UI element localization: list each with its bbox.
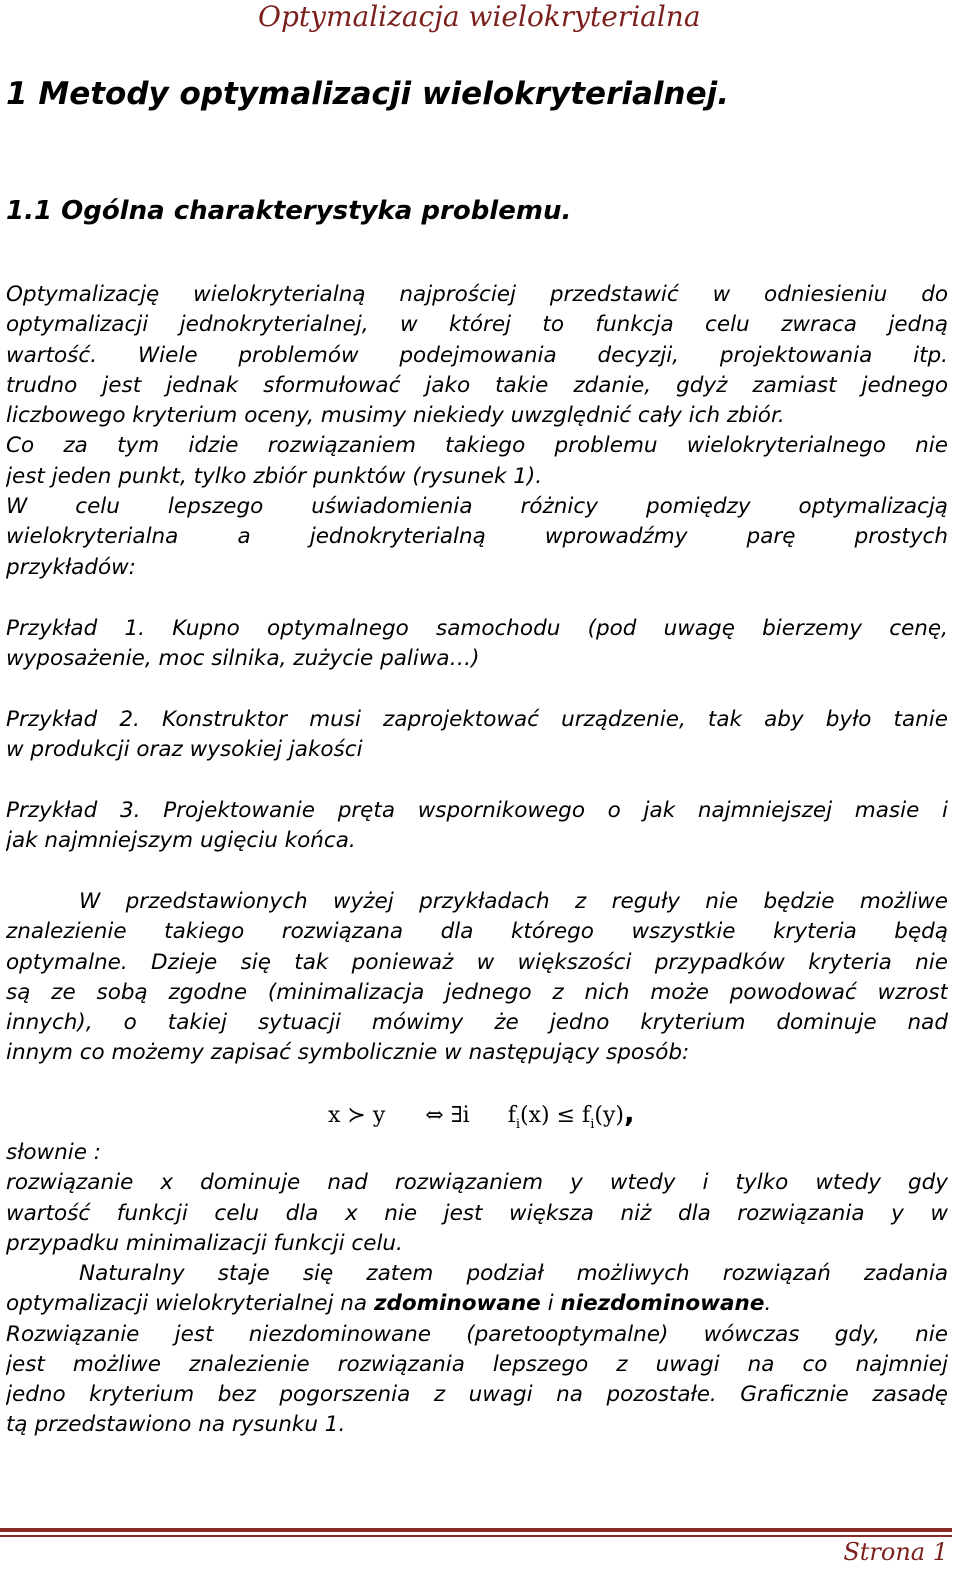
text-fragment: optymalizacji wielokryterialnej na [6,1291,374,1317]
text-line: optymalne. Dzieje się tak ponieważ w większości przypadków kryteria nie [6,949,948,975]
text-line: Przykład 1. Kupno optymalnego samochodu (pod uwagę bierzemy cenę, [6,616,948,641]
text-line: liczbowego kryterium oceny, musimy niekiedy uwzględnić cały ich zbiór. [6,403,785,429]
formula-f2: f [582,1103,591,1128]
text-line: rozwiązanie x dominuje nad rozwiązaniem y wtedy i tylko wtedy gdy [6,1170,948,1196]
text-line [6,1289,948,1319]
text-line: W przedstawionych wyżej przykładach z reguły nie będzie możliwe [79,889,948,914]
verbal-paragraph [6,1138,948,1259]
text-line: innym co możemy zapisać symbolicznie w następujący sposób: [6,1040,690,1066]
text-line: optymalizacji jednokryterialnej, w której to funkcja celu zwraca jedną [6,312,948,338]
example-3 [6,796,948,857]
text-line: Naturalny staje się zatem podział możliwych rozwiązań zadania [79,1261,948,1286]
text-fragment: . [764,1291,772,1317]
text-line: Optymalizację wielokryterialną najprościej przedstawić w odniesieniu do [6,282,948,307]
text-line: wyposażenie, moc silnika, zużycie paliwa…) [6,646,480,672]
formula-comma: , [623,1096,635,1129]
bold-term-nondominated: niezdominowane [560,1291,765,1317]
dominance-paragraph [6,887,948,1069]
formula-f1: f [507,1103,516,1128]
page-number: Strona 1 [843,1538,948,1566]
formula-leq: ≤ [556,1103,576,1128]
formula-iff: ⇔ [425,1103,444,1128]
text-line: jedno kryterium bez pogorszenia z uwagi na pozostałe. Graficznie zasadę [6,1382,948,1408]
text-line: są ze sobą zgodne (minimalizacja jednego z nich może powodować wzrost [6,979,948,1005]
text-line: W celu lepszego uświadomienia różnicy pomiędzy optymalizacją [6,494,948,520]
formula-sub2: i [590,1117,595,1132]
example-1 [6,614,948,675]
text-line: jak najmniejszym ugięciu końca. [6,828,356,854]
natural-paragraph [6,1259,948,1441]
text-line: wielokryterialna a jednokryterialną wprowadźmy parę prostych [6,524,948,550]
text-line: wartość. Wiele problemów podejmowania decyzji, projektowania itp. [6,342,948,368]
bold-term-dominated: zdominowane [373,1291,541,1317]
formula-exists: ∃i [450,1103,470,1128]
text-line: w produkcji oraz wysokiej jakości [6,737,363,763]
text-line: przypadku minimalizacji funkcji celu. [6,1230,403,1256]
text-fragment: i [540,1291,561,1317]
example-2 [6,705,948,766]
footer-rule-thin [0,1535,952,1537]
section-heading: 1.1 Ogólna charakterystyka problemu. [6,196,572,226]
chapter-heading: 1 Metody optymalizacji wielokryterialnej. [6,76,730,112]
intro-paragraph [6,280,948,583]
text-line: trudno jest jednak sformułować jako takie zdanie, gdyż zamiast jednego [6,372,948,398]
text-line: Rozwiązanie jest niezdominowane (paretooptymalne) wówczas gdy, nie [6,1321,948,1347]
text-line: wartość funkcji celu dla x nie jest większa niż dla rozwiązania y w [6,1200,948,1226]
text-line: znalezienie takiego rozwiązana dla którego wszystkie kryteria będą [6,919,948,945]
text-line: słownie : [6,1140,102,1165]
formula-lhs: x ≻ y [328,1103,386,1128]
text-line: tą przedstawiono na rysunku 1. [6,1412,346,1438]
text-line: jest możliwe znalezienie rozwiązania lepszego z uwagi na co najmniej [6,1351,948,1377]
text-line: Przykład 2. Konstruktor musi zaprojektować urządzenie, tak aby było tanie [6,707,948,732]
text-line: innych), o takiej sytuacji mówimy że jedno kryterium dominuje nad [6,1010,948,1036]
formula-sub1: i [515,1117,521,1132]
text-line: Przykład 3. Projektowanie pręta wspornikowego o jak najmniejszej masie i [6,798,948,823]
formula-arg2: (y) [594,1103,624,1128]
formula-arg1: (x) [520,1103,550,1128]
dominance-formula [328,1096,635,1132]
running-header: Optymalizacja wielokryterialna [258,0,701,33]
text-line: przykładów: [6,554,136,580]
text-line: jest jeden punkt, tylko zbiór punktów (rysunek 1). [6,463,543,489]
footer-rule [0,1528,952,1532]
text-line: Co za tym idzie rozwiązaniem takiego problemu wielokryterialnego nie [6,433,948,459]
